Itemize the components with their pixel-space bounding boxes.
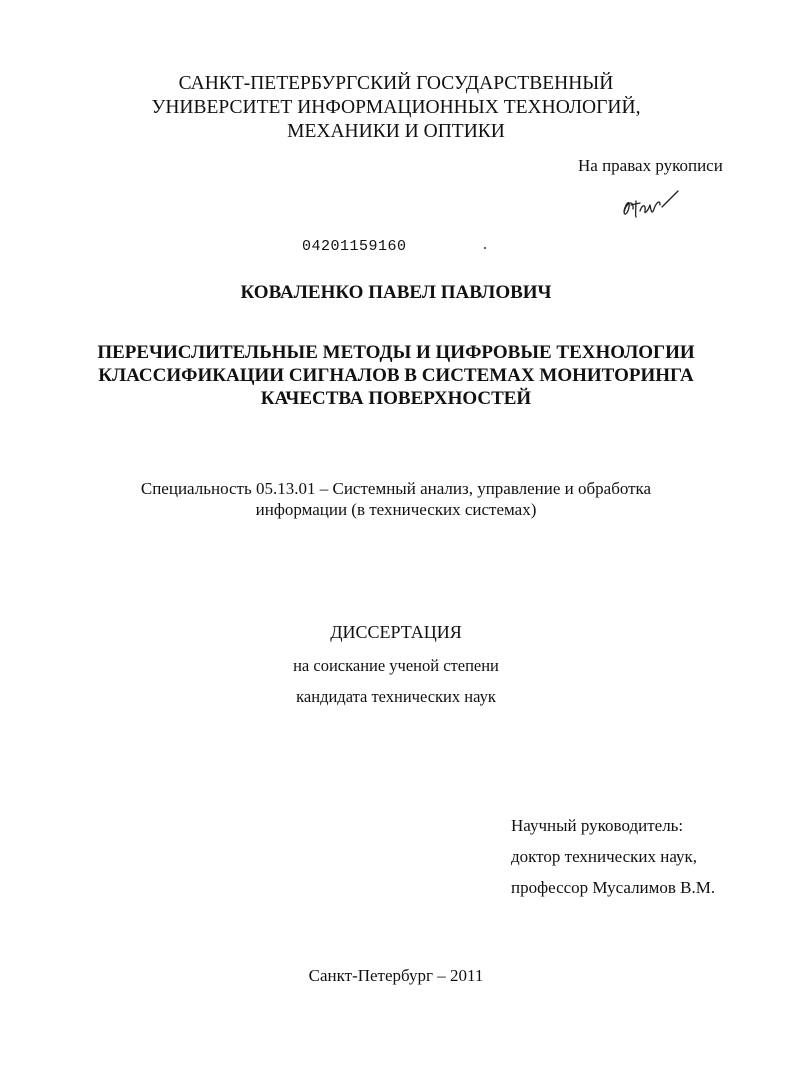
thesis-title (0, 341, 792, 410)
supervisor-line: Научный руководитель: (511, 816, 684, 835)
specialty-line: информации (в технических системах) (255, 500, 537, 519)
city-year: Санкт-Петербург – 2011 (308, 966, 484, 985)
supervisor-line: доктор технических наук, (511, 847, 698, 866)
registration-number: 04201159160 (302, 238, 407, 255)
handwritten-signature (618, 189, 682, 225)
author-name: КОВАЛЕНКО ПАВЕЛ ПАВЛОВИЧ (240, 282, 552, 303)
supervisor-line: профессор Мусалимов В.М. (511, 878, 716, 897)
supervisor-block (511, 810, 715, 903)
thesis-title-line: КЛАССИФИКАЦИИ СИГНАЛОВ В СИСТЕМАХ МОНИТОРИНГА (98, 365, 694, 386)
thesis-title-line: ПЕРЕЧИСЛИТЕЛЬНЫЕ МЕТОДЫ И ЦИФРОВЫЕ ТЕХНОЛОГИИ (97, 342, 695, 363)
specialty-line: Специальность 05.13.01 – Системный анализ, управление и обработка (140, 479, 652, 498)
university-name (0, 72, 792, 144)
university-line: МЕХАНИКИ И ОПТИКИ (287, 121, 505, 142)
scan-dot (484, 247, 486, 249)
degree-line: кандидата технических наук (296, 687, 496, 706)
thesis-title-line: КАЧЕСТВА ПОВЕРХНОСТЕЙ (260, 388, 532, 409)
work-type: ДИССЕРТАЦИЯ (330, 622, 462, 642)
degree-line: на соискание ученой степени (293, 656, 499, 675)
specialty (0, 478, 792, 520)
rights-note: На правах рукописи (578, 156, 723, 175)
university-line: САНКТ-ПЕТЕРБУРГСКИЙ ГОСУДАРСТВЕННЫЙ (178, 73, 614, 94)
university-line: УНИВЕРСИТЕТ ИНФОРМАЦИОННЫХ ТЕХНОЛОГИЙ, (151, 97, 641, 118)
